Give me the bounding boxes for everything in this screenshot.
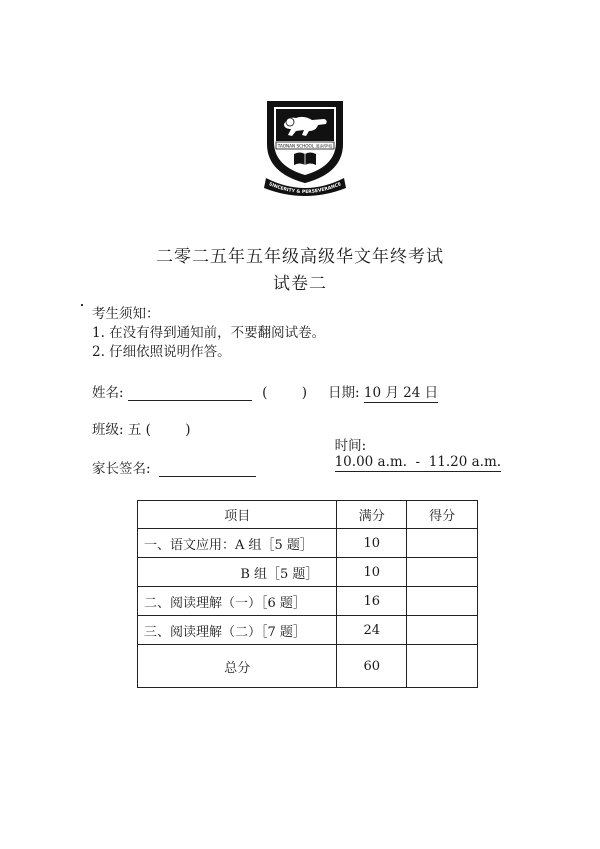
header-item: 项目 xyxy=(138,501,337,529)
crest-motto: SINCERITY & PERSEVERANCE xyxy=(267,182,343,196)
name-label: 姓名: xyxy=(92,385,124,401)
name-row xyxy=(92,381,307,401)
time-label: 时间: xyxy=(334,438,367,454)
header-score: 得分 xyxy=(407,501,478,529)
instruction-line-2: 2. 仔细依照说明作答。 xyxy=(92,344,231,360)
time-row xyxy=(326,418,501,470)
table-total-row xyxy=(138,645,478,688)
date-label: 日期: xyxy=(328,385,360,401)
name-blank[interactable] xyxy=(128,386,252,401)
class-field: 班级: 五 ( ) xyxy=(92,422,191,438)
instruction-line-1: 1. 在没有得到通知前，不要翻阅试卷。 xyxy=(92,325,326,341)
total-full-marks: 60 xyxy=(337,645,407,688)
row-score-cell[interactable] xyxy=(407,558,478,587)
row-item: 一、语文应用：A 组［5 题］ xyxy=(138,529,337,558)
time-value: 10.00 a.m. - 11.20 a.m. xyxy=(334,454,502,470)
row-item: 三、阅读理解（二）［7 题］ xyxy=(138,616,337,645)
row-score-cell[interactable] xyxy=(407,587,478,616)
instructions-heading: 考生须知： xyxy=(92,306,160,322)
total-label: 总分 xyxy=(138,645,337,688)
row-score-cell[interactable] xyxy=(407,529,478,558)
parent-signature-label: 家长签名: xyxy=(92,461,151,477)
candidate-instructions xyxy=(92,305,325,362)
score-table xyxy=(137,500,478,688)
date-value: 10 月 24 日 xyxy=(363,385,439,401)
row-item: B 组［5 题］ xyxy=(138,558,337,587)
row-item: 二、阅读理解（一）［6 题］ xyxy=(138,587,337,616)
row-full-marks: 16 xyxy=(337,587,407,616)
table-row xyxy=(138,616,478,645)
row-full-marks: 10 xyxy=(337,529,407,558)
table-row xyxy=(138,529,478,558)
table-row xyxy=(138,587,478,616)
crest-school-name: TAONAN SCHOOL 道南學校 xyxy=(277,143,333,149)
exam-title: 二零二五年五年级高级华文年终考试 xyxy=(156,247,444,267)
row-full-marks: 10 xyxy=(337,558,407,587)
scan-speck xyxy=(81,304,83,306)
row-full-marks: 24 xyxy=(337,616,407,645)
date-row xyxy=(328,381,438,401)
row-score-cell[interactable] xyxy=(407,616,478,645)
table-row xyxy=(138,558,478,587)
parent-signature-blank[interactable] xyxy=(159,462,256,477)
parent-signature-row xyxy=(92,457,256,477)
total-score-cell[interactable] xyxy=(407,645,478,688)
header-full-marks: 满分 xyxy=(337,501,407,529)
school-crest-logo xyxy=(262,98,348,202)
exam-paper-number: 试卷二 xyxy=(273,274,327,294)
index-number-parens: ( ) xyxy=(262,385,308,401)
table-header-row xyxy=(138,501,478,529)
